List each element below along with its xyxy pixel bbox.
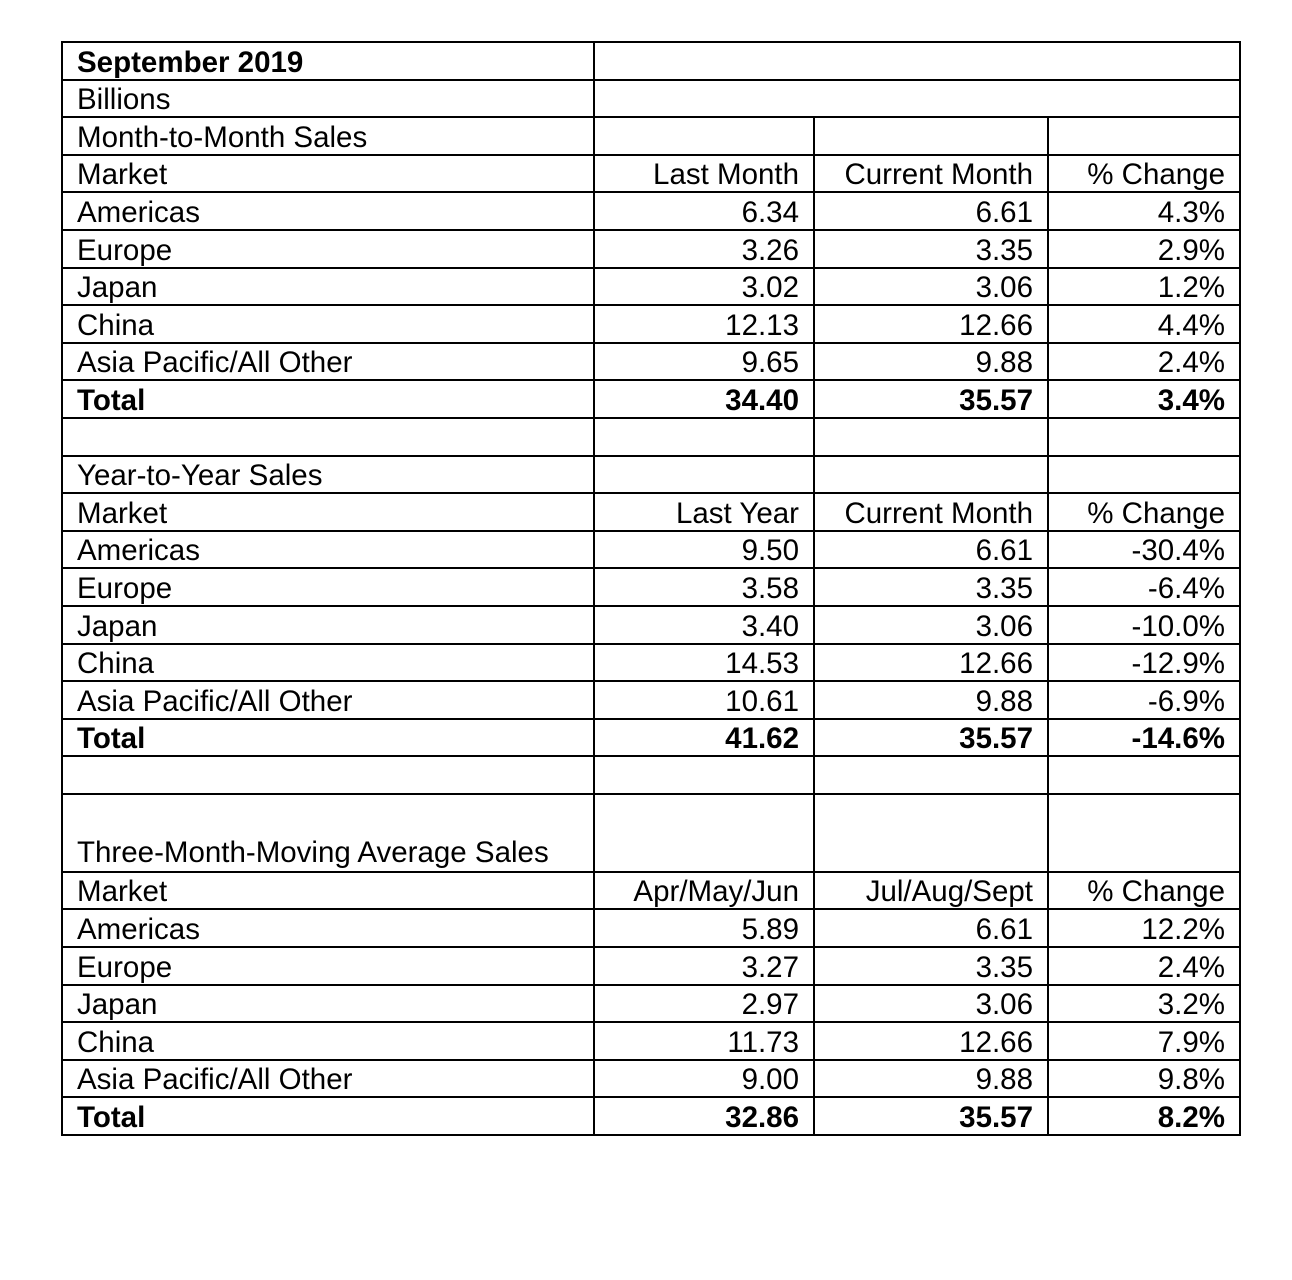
total-value: 3.4%	[1048, 380, 1240, 418]
table-row	[62, 531, 1240, 569]
empty-cell	[1048, 117, 1240, 155]
market-cell: Japan	[62, 606, 594, 644]
table-row	[62, 1060, 1240, 1098]
market-cell: Asia Pacific/All Other	[62, 681, 594, 719]
value-cell: 2.9%	[1048, 230, 1240, 268]
market-cell: China	[62, 1022, 594, 1060]
column-header: Last Year	[594, 493, 814, 531]
empty-cell	[594, 117, 814, 155]
table-row	[62, 644, 1240, 682]
empty-cell	[1048, 794, 1240, 872]
empty-cell	[1048, 756, 1240, 794]
empty-cell	[62, 756, 594, 794]
value-cell: 12.13	[594, 305, 814, 343]
value-cell: 7.9%	[1048, 1022, 1240, 1060]
spacer-row	[62, 756, 1240, 794]
value-cell: 3.27	[594, 947, 814, 985]
value-cell: 12.66	[814, 1022, 1048, 1060]
value-cell: 3.06	[814, 985, 1048, 1023]
market-cell: Europe	[62, 230, 594, 268]
table-row	[62, 268, 1240, 306]
value-cell: 12.2%	[1048, 909, 1240, 947]
table-row	[62, 909, 1240, 947]
total-value: 35.57	[814, 1097, 1048, 1135]
empty-cell	[594, 80, 1240, 118]
value-cell: 3.40	[594, 606, 814, 644]
empty-cell	[594, 418, 814, 456]
value-cell: 6.34	[594, 192, 814, 230]
total-row	[62, 719, 1240, 757]
value-cell: 4.3%	[1048, 192, 1240, 230]
title-row	[62, 42, 1240, 80]
empty-cell	[594, 42, 1240, 80]
column-header: Current Month	[814, 155, 1048, 193]
value-cell: 3.35	[814, 947, 1048, 985]
value-cell: 3.02	[594, 268, 814, 306]
column-header: % Change	[1048, 155, 1240, 193]
empty-cell	[1048, 418, 1240, 456]
total-value: 35.57	[814, 380, 1048, 418]
value-cell: 9.88	[814, 681, 1048, 719]
table-row	[62, 343, 1240, 381]
table-row	[62, 606, 1240, 644]
value-cell: 3.26	[594, 230, 814, 268]
market-cell: China	[62, 644, 594, 682]
value-cell: 6.61	[814, 909, 1048, 947]
empty-cell	[1048, 456, 1240, 494]
section-heading: Year-to-Year Sales	[62, 456, 594, 494]
value-cell: 9.88	[814, 343, 1048, 381]
value-cell: 14.53	[594, 644, 814, 682]
value-cell: 3.2%	[1048, 985, 1240, 1023]
value-cell: 6.61	[814, 531, 1048, 569]
total-value: 34.40	[594, 380, 814, 418]
table-row	[62, 305, 1240, 343]
market-cell: Japan	[62, 985, 594, 1023]
market-cell: Americas	[62, 192, 594, 230]
column-header: Jul/Aug/Sept	[814, 872, 1048, 910]
market-cell: Europe	[62, 568, 594, 606]
table-row	[62, 230, 1240, 268]
report-title: September 2019	[62, 42, 594, 80]
value-cell: 10.61	[594, 681, 814, 719]
value-cell: 12.66	[814, 644, 1048, 682]
empty-cell	[594, 456, 814, 494]
column-header: Current Month	[814, 493, 1048, 531]
market-cell: Japan	[62, 268, 594, 306]
total-value: 32.86	[594, 1097, 814, 1135]
section-heading-row	[62, 456, 1240, 494]
table-row	[62, 947, 1240, 985]
column-header-row	[62, 872, 1240, 910]
value-cell: 9.65	[594, 343, 814, 381]
column-header: Last Month	[594, 155, 814, 193]
value-cell: 11.73	[594, 1022, 814, 1060]
empty-cell	[594, 756, 814, 794]
value-cell: 6.61	[814, 192, 1048, 230]
table-row	[62, 985, 1240, 1023]
market-cell: Europe	[62, 947, 594, 985]
value-cell: 4.4%	[1048, 305, 1240, 343]
value-cell: 3.58	[594, 568, 814, 606]
value-cell: 5.89	[594, 909, 814, 947]
empty-cell	[62, 418, 594, 456]
total-label: Total	[62, 380, 594, 418]
value-cell: 2.97	[594, 985, 814, 1023]
unit-label: Billions	[62, 80, 594, 118]
total-value: -14.6%	[1048, 719, 1240, 757]
total-value: 35.57	[814, 719, 1048, 757]
section-heading-row	[62, 794, 1240, 872]
market-cell: Americas	[62, 909, 594, 947]
market-cell: Asia Pacific/All Other	[62, 343, 594, 381]
empty-cell	[594, 794, 814, 872]
value-cell: -12.9%	[1048, 644, 1240, 682]
total-row	[62, 380, 1240, 418]
market-cell: China	[62, 305, 594, 343]
empty-cell	[814, 456, 1048, 494]
total-label: Total	[62, 1097, 594, 1135]
value-cell: 9.88	[814, 1060, 1048, 1098]
table-row	[62, 568, 1240, 606]
value-cell: 3.35	[814, 230, 1048, 268]
value-cell: 2.4%	[1048, 947, 1240, 985]
total-row	[62, 1097, 1240, 1135]
section-heading-row	[62, 117, 1240, 155]
empty-cell	[814, 418, 1048, 456]
value-cell: 3.06	[814, 606, 1048, 644]
value-cell: 12.66	[814, 305, 1048, 343]
value-cell: -6.9%	[1048, 681, 1240, 719]
table-row	[62, 192, 1240, 230]
empty-cell	[814, 794, 1048, 872]
total-value: 8.2%	[1048, 1097, 1240, 1135]
spacer-row	[62, 418, 1240, 456]
table-row	[62, 1022, 1240, 1060]
sales-table	[61, 41, 1241, 1136]
empty-cell	[814, 756, 1048, 794]
value-cell: 9.50	[594, 531, 814, 569]
column-header: % Change	[1048, 493, 1240, 531]
column-header: Market	[62, 493, 594, 531]
column-header: Market	[62, 155, 594, 193]
market-cell: Americas	[62, 531, 594, 569]
unit-row	[62, 80, 1240, 118]
total-label: Total	[62, 719, 594, 757]
value-cell: -30.4%	[1048, 531, 1240, 569]
value-cell: 3.35	[814, 568, 1048, 606]
total-value: 41.62	[594, 719, 814, 757]
empty-cell	[814, 117, 1048, 155]
sales-table-body	[62, 42, 1240, 1135]
value-cell: -6.4%	[1048, 568, 1240, 606]
value-cell: 9.8%	[1048, 1060, 1240, 1098]
value-cell: 9.00	[594, 1060, 814, 1098]
market-cell: Asia Pacific/All Other	[62, 1060, 594, 1098]
value-cell: 2.4%	[1048, 343, 1240, 381]
section-heading: Three-Month-Moving Average Sales	[62, 794, 594, 872]
column-header-row	[62, 493, 1240, 531]
column-header-row	[62, 155, 1240, 193]
table-row	[62, 681, 1240, 719]
column-header: Apr/May/Jun	[594, 872, 814, 910]
section-heading: Month-to-Month Sales	[62, 117, 594, 155]
column-header: Market	[62, 872, 594, 910]
value-cell: 1.2%	[1048, 268, 1240, 306]
column-header: % Change	[1048, 872, 1240, 910]
value-cell: -10.0%	[1048, 606, 1240, 644]
value-cell: 3.06	[814, 268, 1048, 306]
